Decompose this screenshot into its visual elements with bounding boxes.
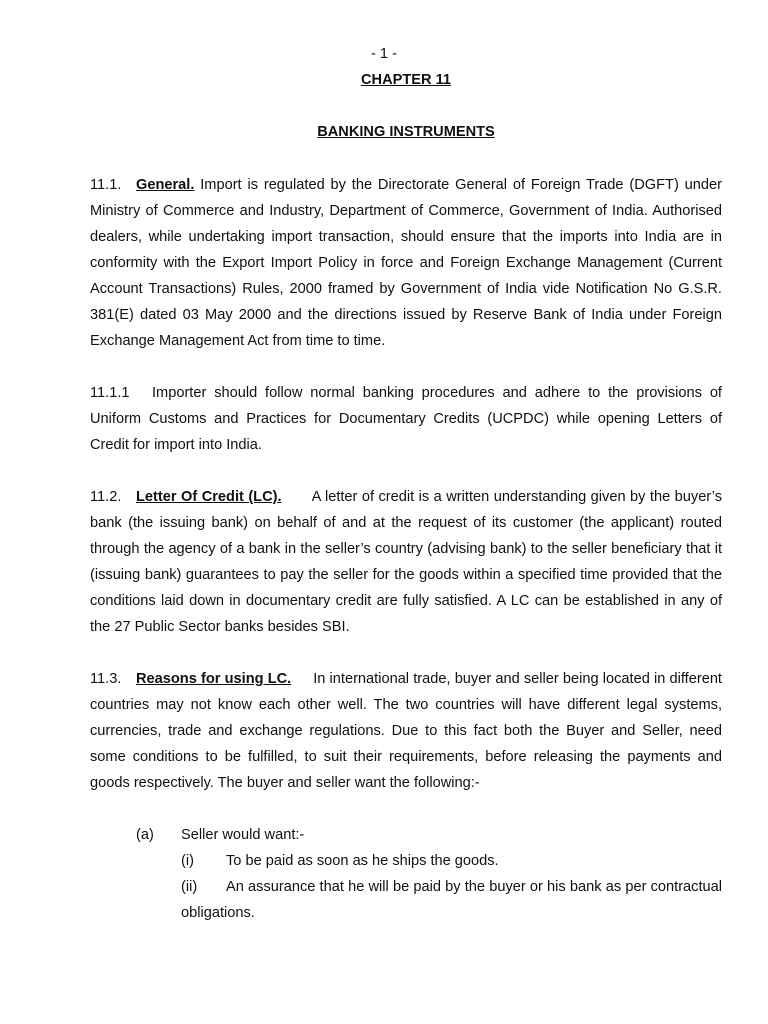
chapter-heading: CHAPTER 11 <box>360 72 452 88</box>
section-text: Import is regulated by the Directorate General of Foreign Trade (DGFT) under Ministry of Commerce and Industry, Department of Commerce, Government of India. Authorised dealers, while undertaking import transaction, should ensure that the imports into India are in conformity with the Export Import Policy in force and Foreign Exchange Management (Current Account Transactions) Rules, 2000 framed by Government of India vide Notification No G.S.R. 381(E) dated 03 May 2000 and the directions issued by Reserve Bank of India under Foreign Exchange Management Act from time to time. <box>90 177 722 349</box>
section-heading: General. <box>136 177 195 193</box>
section-11-2 <box>90 484 722 640</box>
page-title: BANKING INSTRUMENTS <box>317 124 495 140</box>
section-11-1-1 <box>90 380 722 458</box>
list-text: Seller would want:- <box>181 827 305 843</box>
section-text: Importer should follow normal banking procedures and adhere to the provisions of Uniform Customs and Practices for Documentary Credits (UCPDC) while opening Letters of Credit for import into India. <box>90 385 722 453</box>
list-item-label: (i) <box>181 853 194 869</box>
section-heading: Reasons for using LC. <box>136 671 292 687</box>
list-item-text: An assurance that he will be paid by the buyer or his bank as per contractual obligations. <box>181 879 722 921</box>
list-item-text: To be paid as soon as he ships the goods. <box>226 853 499 869</box>
list-item-label: (ii) <box>181 879 198 895</box>
section-11-1 <box>90 172 722 354</box>
section-text: A letter of credit is a written understanding given by the buyer’s bank (the issuing bank) on behalf of and at the request of its customer (the applicant) routed through the agency of a bank in the seller’s country (advising bank) to the seller beneficiary that it (issuing bank) guarantees to pay the seller for the goods within a specified time provided that the conditions laid down in documentary credit are fully satisfied. A LC can be established in any of the 27 Public Sector banks besides SBI. <box>90 489 722 635</box>
section-number: 11.1.1 <box>90 385 130 401</box>
section-text: In international trade, buyer and seller being located in different countries may not know each other well. The two countries will have different legal systems, currencies, trade and exchange regulations. Due to this fact both the Buyer and Seller, need some conditions to be fulfilled, to suit their requirements, before releasing the payments and goods respectively. The buyer and seller want the following:- <box>90 671 722 791</box>
section-number: 11.2. <box>90 489 122 505</box>
list-label: (a) <box>136 827 154 843</box>
page-number: - 1 - <box>371 46 397 62</box>
section-11-3 <box>90 666 722 796</box>
section-heading: Letter Of Credit (LC). <box>136 489 282 505</box>
section-number: 11.3. <box>90 671 122 687</box>
section-number: 11.1. <box>90 177 122 193</box>
